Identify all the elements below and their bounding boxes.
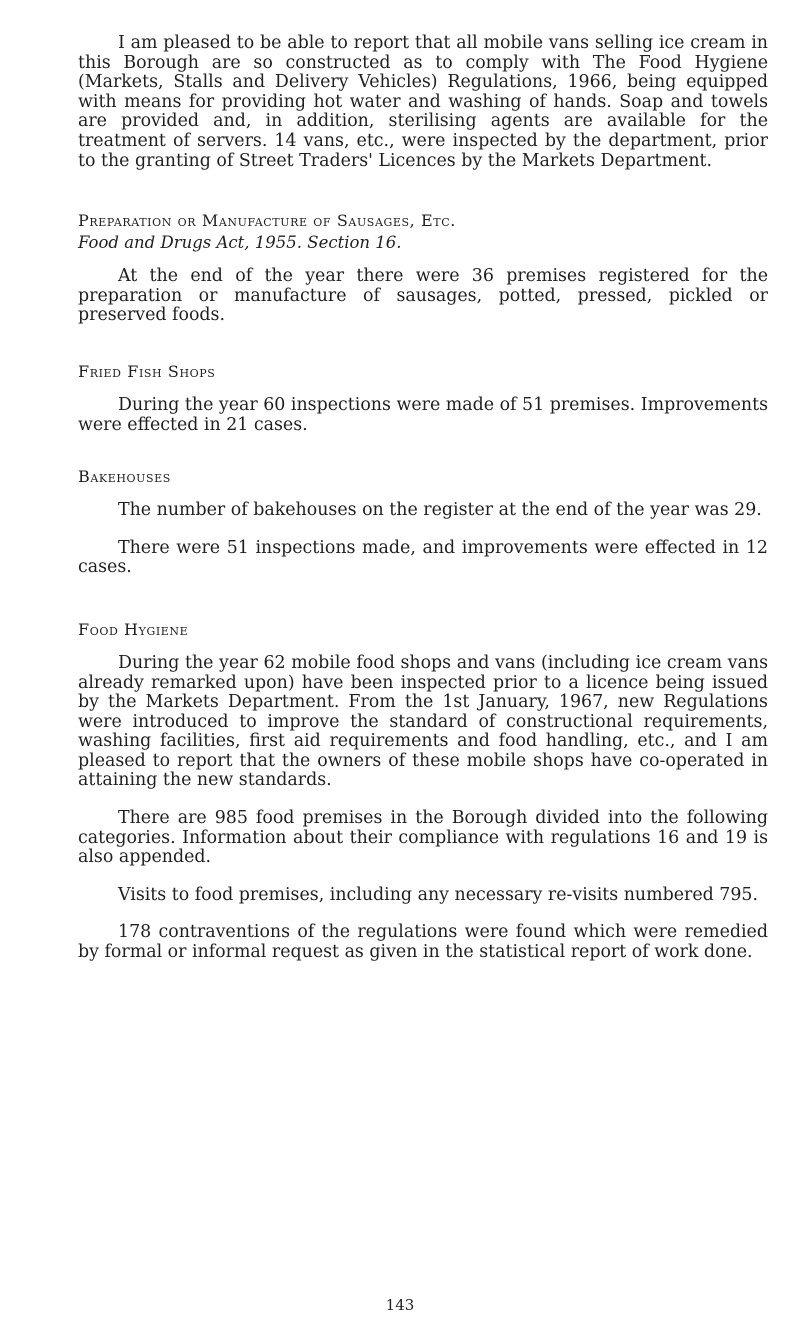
fried-fish-heading: Fried Fish Shops	[78, 361, 216, 381]
sausages-paragraph: At the end of the year there were 36 premises registered for the preparation or manufacture of sausages, potted, pressed, pickled or preserved foods.	[78, 266, 768, 326]
fried-fish-paragraph: During the year 60 inspections were made of 51 premises. Improvements were effected in 21 cases.	[78, 394, 768, 435]
page-number: 143	[385, 1296, 415, 1314]
bakehouses-paragraph-inspections: There were 51 inspections made, and improvements were effected in 12 cases.	[78, 537, 768, 578]
food-hygiene-paragraph-premises: There are 985 food premises in the Borough divided into the following categories. Information about their compliance with regulations 16 and 19 is also appended.	[78, 808, 768, 868]
food-hygiene-paragraph-contraventions: 178 contraventions of the regulations were found which were remedied by formal or informal request as given in the statistical report of work done.	[78, 922, 768, 963]
sausages-heading: Preparation or Manufacture of Sausages, Etc.	[78, 211, 456, 231]
food-hygiene-paragraph-mobile-shops: During the year 62 mobile food shops and vans (including ice cream vans already remarked upon) have been inspected prior to a licence being issued by the Markets Department. From the 1st January, 1967, new Regulations were introduced to improve the standard of constructional requirements, washing facilities, first aid requirements and food handling, etc., and I am pleased to report that the owners of these mobile shops have co-operated in attaining the new standards.	[78, 652, 768, 791]
food-hygiene-section	[78, 620, 768, 963]
food-hygiene-heading: Food Hygiene	[78, 619, 189, 639]
bakehouses-section	[78, 467, 768, 578]
sausages-act-reference: Food and Drugs Act, 1955. Section 16.	[78, 233, 402, 253]
food-hygiene-paragraph-visits: Visits to food premises, including any necessary re-visits numbered 795.	[118, 884, 758, 905]
document-page	[78, 34, 768, 963]
intro-paragraph: I am pleased to be able to report that all mobile vans selling ice cream in this Borough are so constructed as to comply with The Food Hygiene (Markets, Stalls and Delivery Vehicles) Regulations, 1966, being equipped with means for providing hot water and washing of hands. Soap and towels are provided and, in addition, sterilising agents are available for the treatment of servers. 14 vans, etc., were inspected by the department, prior to the granting of Street Traders' Licences by the Markets Department.	[78, 33, 768, 171]
sausages-section	[78, 211, 768, 326]
fried-fish-section	[78, 362, 768, 435]
bakehouses-heading: Bakehouses	[78, 467, 171, 487]
intro-section	[78, 34, 768, 171]
bakehouses-paragraph-register: The number of bakehouses on the register at the end of the year was 29.	[118, 500, 762, 521]
